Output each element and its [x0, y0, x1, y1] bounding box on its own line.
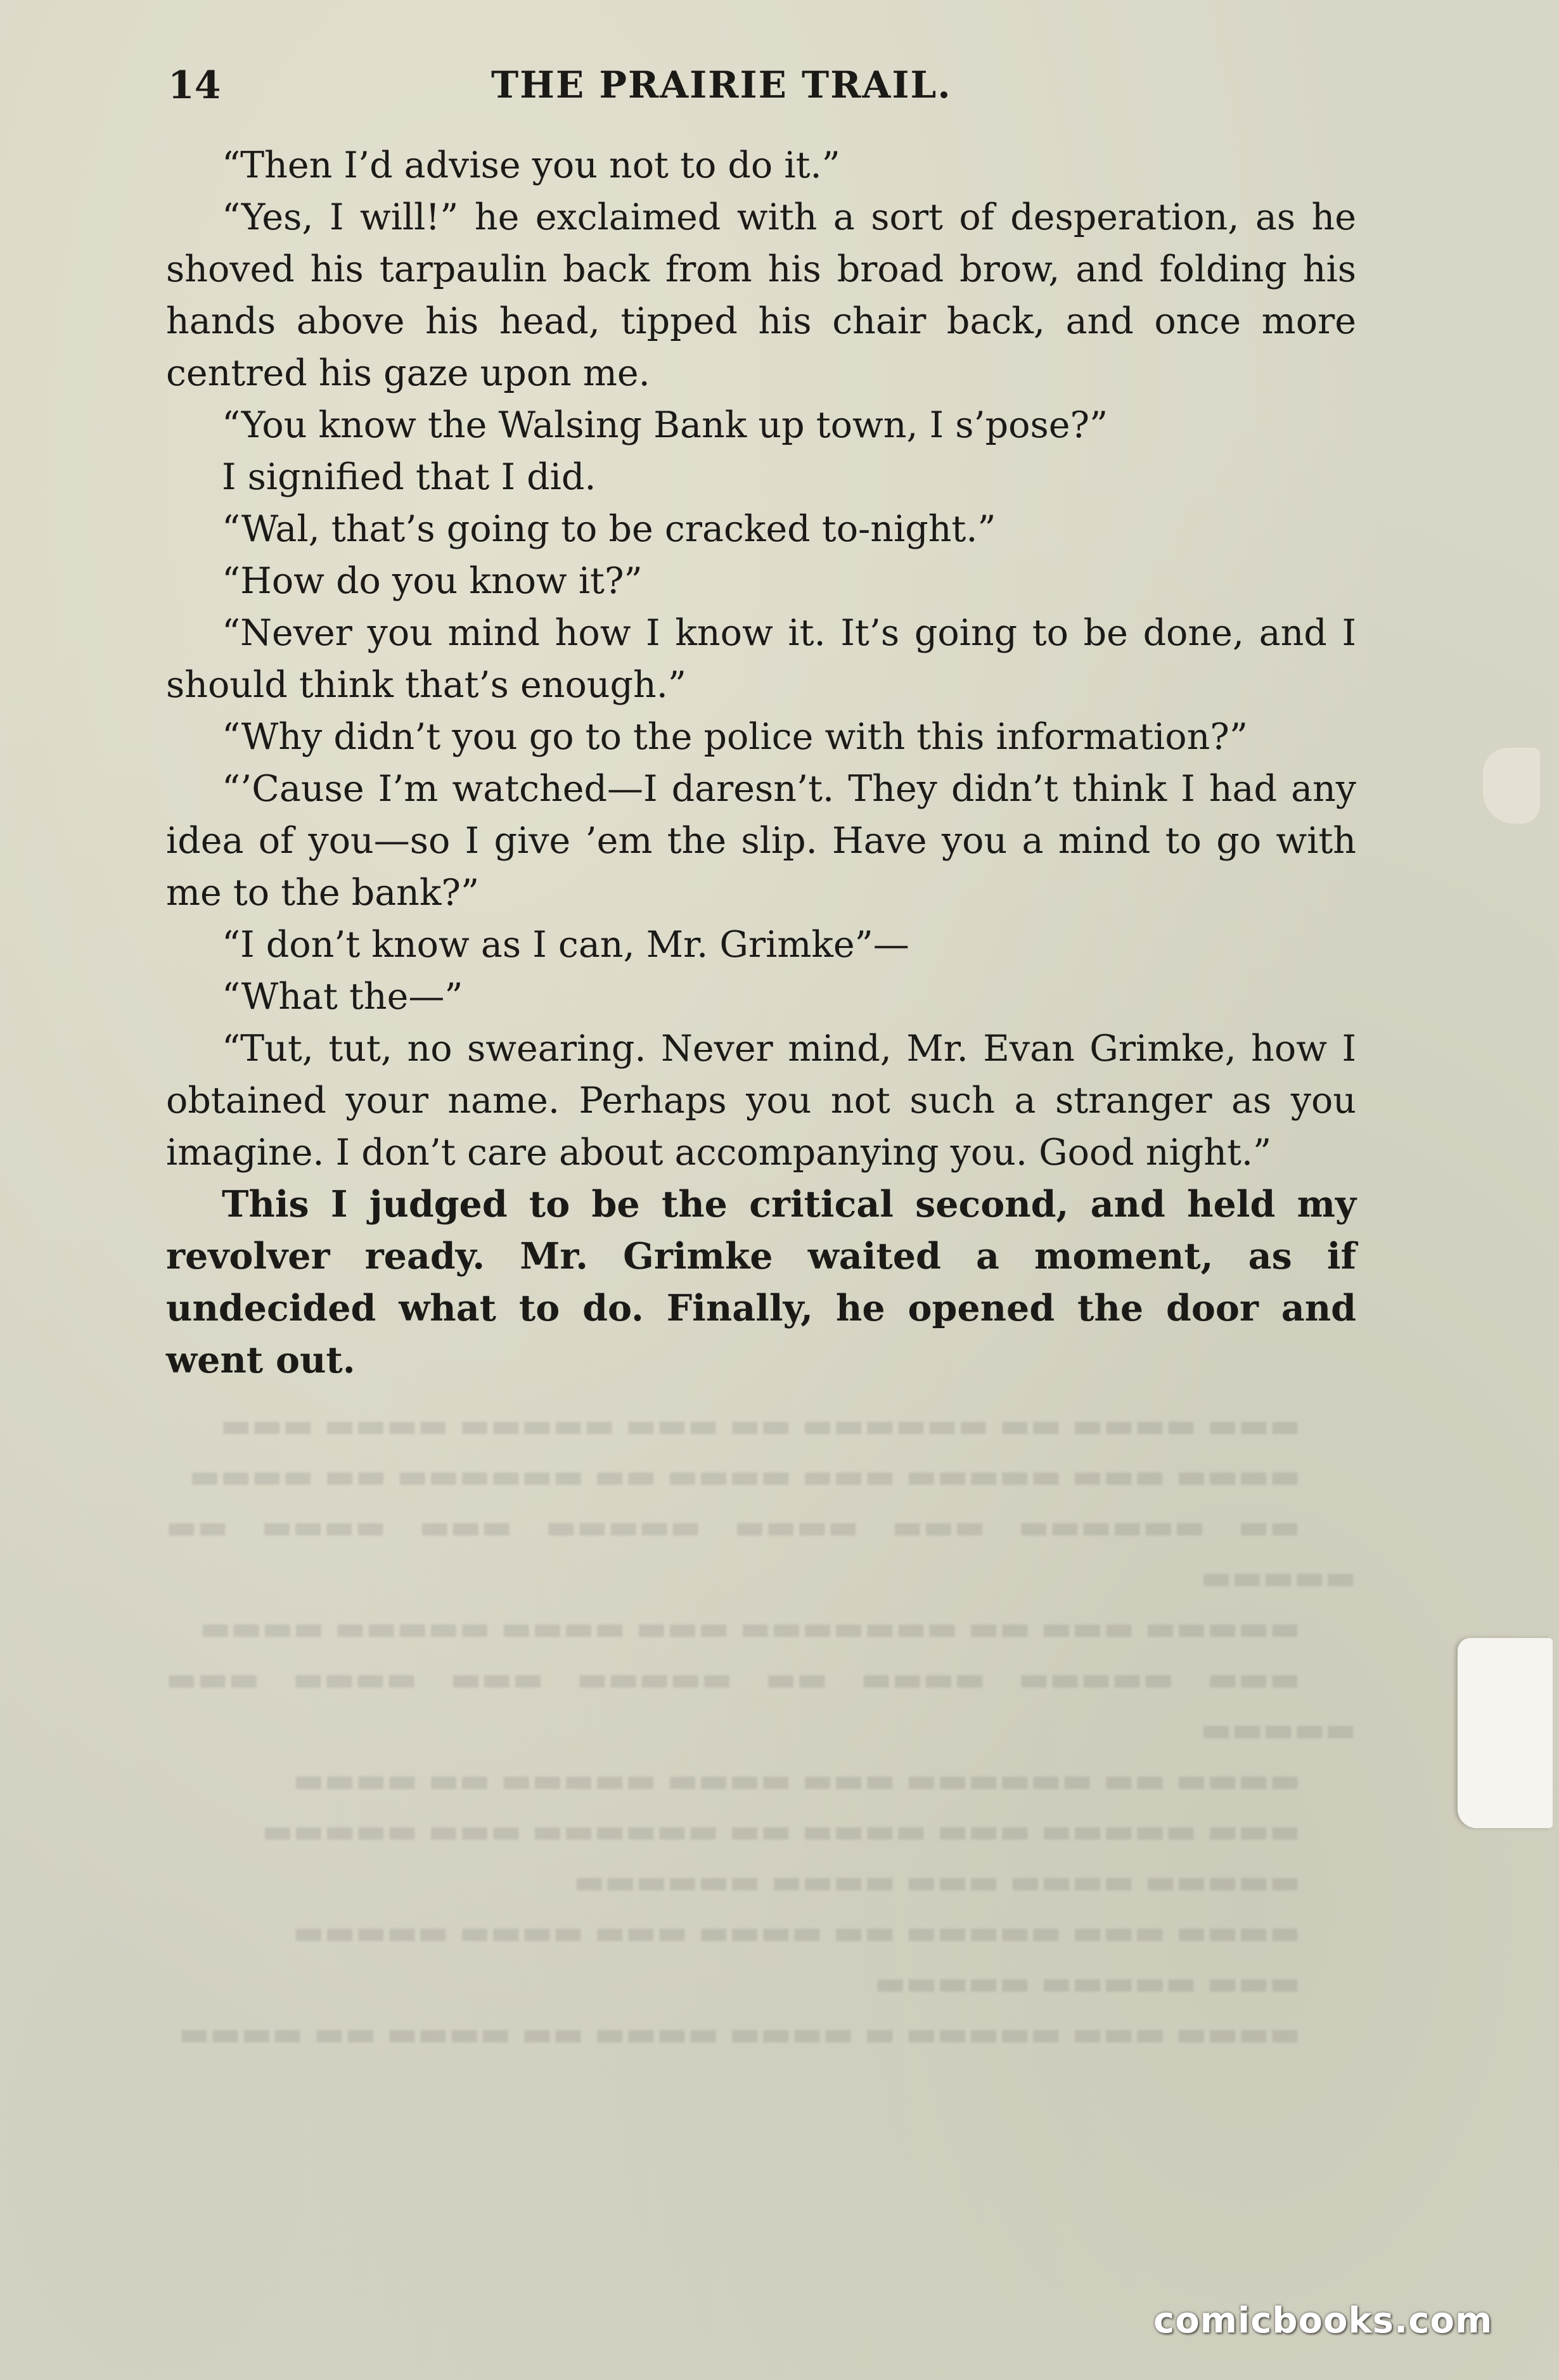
paragraph: “Why didn’t you go to the police with this information?”	[222, 716, 1248, 758]
paragraph: “Tut, tut, no swearing. Never mind, Mr. Evan Grimke, how I obtained your name. Perhaps you not such a stranger as you imagine. I don’t care about accompanying you. Good night.”	[166, 1028, 1356, 1174]
bleed-through-texture: ▬▬▬ ▬▬▬▬ ▬▬ ▬▬▬▬▬▬ ▬▬ ▬▬▬ ▬▬▬▬▬ ▬▬▬▬ ▬▬▬ ▬▬▬▬ ▬▬▬ ▬▬▬▬▬ ▬▬▬ ▬▬▬▬ ▬▬ ▬▬▬▬▬▬ ▬▬ ▬▬▬▬ ▬▬ ▬▬▬▬▬▬ ▬▬▬ ▬▬▬▬ ▬▬▬▬▬ ▬▬▬ ▬▬▬▬ ▬▬ ▬▬▬▬▬ ▬▬▬▬▬ ▬▬▬ ▬▬ ▬▬▬▬▬▬▬ ▬▬▬ ▬▬▬▬ ▬▬▬▬▬ ▬▬▬▬ ▬▬▬ ▬▬▬▬▬ ▬▬▬▬ ▬▬ ▬▬▬▬▬ ▬▬▬ ▬▬▬▬ ▬▬▬ ▬▬▬▬▬ ▬▬▬▬ ▬▬ ▬▬▬▬▬▬ ▬▬▬ ▬▬▬▬ ▬▬▬▬▬ ▬▬ ▬▬▬▬ ▬▬▬ ▬▬▬▬▬ ▬▬▬ ▬▬▬▬ ▬▬ ▬▬▬▬▬▬ ▬▬▬ ▬▬▬▬▬ ▬▬▬▬▬ ▬▬▬▬ ▬▬▬ ▬▬▬▬ ▬▬▬▬▬▬ ▬▬▬▬ ▬▬▬ ▬▬▬▬▬ ▬▬ ▬▬▬▬ ▬▬▬ ▬▬▬▬ ▬▬▬▬▬ ▬▬▬ ▬▬▬▬▬ ▬▬▬▬▬ ▬▬▬▬ ▬▬▬ ▬▬▬▬▬ ▬ ▬▬▬▬ ▬▬▬▬ ▬▬ ▬▬▬▬ ▬▬ ▬▬▬▬	[166, 1407, 1356, 2053]
paragraph: “Yes, I will!” he exclaimed with a sort of desperation, as he shoved his tarpaulin back from his broad brow, and folding his hands above his head, tipped his chair back, and once more centred his gaze upon me.	[166, 196, 1356, 394]
paragraph: “How do you know it?”	[222, 560, 643, 602]
page-number: 14	[168, 63, 221, 108]
paragraph: “Then I’d advise you not to do it.”	[222, 144, 840, 186]
paragraph: “Wal, that’s going to be cracked to-night.”	[222, 508, 996, 550]
body-text	[166, 139, 1356, 1386]
paragraph: “I don’t know as I can, Mr. Grimke”—	[222, 924, 909, 966]
paragraph: This I judged to be the critical second, and held my revolver ready. Mr. Grimke waited a moment, as if undecided what to do. Finally, he opened the door and went out.	[166, 1183, 1356, 1381]
running-title: THE PRAIRIE TRAIL.	[491, 63, 952, 106]
paragraph: I signified that I did.	[222, 456, 596, 498]
page-header	[168, 63, 1359, 120]
paragraph: “’Cause I’m watched—I daresn’t. They didn’t think I had any idea of you—so I give ’em the slip. Have you a mind to go with me to the bank?”	[166, 768, 1356, 914]
paragraph: “Never you mind how I know it. It’s going to be done, and I should think that’s enough.”	[166, 612, 1356, 706]
paragraph: “What the—”	[222, 976, 463, 1018]
paragraph: “You know the Walsing Bank up town, I s’pose?”	[222, 404, 1108, 446]
site-watermark: comicbooks.com	[1153, 2300, 1493, 2341]
paper-wear-mark	[1483, 748, 1540, 824]
paper-tear	[1458, 1638, 1553, 1828]
